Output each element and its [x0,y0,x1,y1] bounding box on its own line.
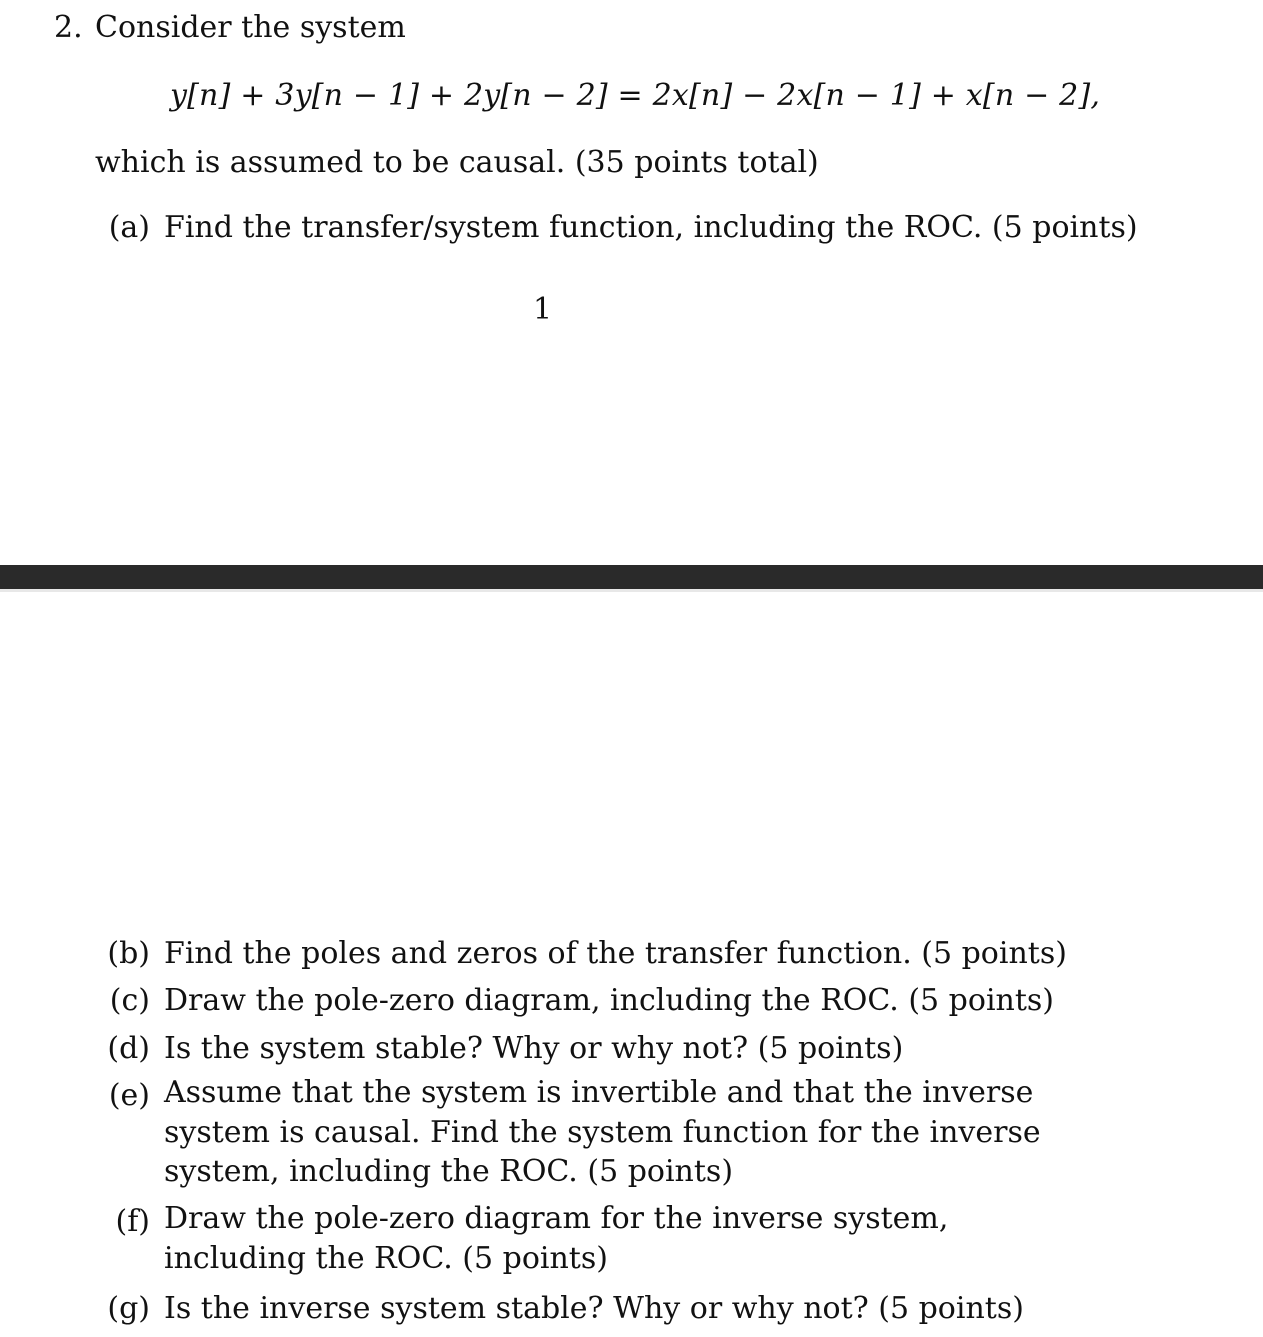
part-a-text: Find the transfer/system function, including the ROC. (5 points) [164,210,1138,245]
problem-intro: Consider the system [95,10,406,45]
part-c-text: Draw the pole-zero diagram, including the ROC. (5 points) [164,983,1055,1018]
part-b-label: (b) [107,936,150,971]
part-d-text: Is the system stable? Why or why not? (5 points) [164,1031,904,1066]
page-number: 1 [533,292,553,327]
part-c-label: (c) [109,983,150,1018]
part-g-text: Is the inverse system stable? Why or why not? (5 points) [164,1291,1024,1326]
part-e-text: Assume that the system is invertible and that the inverse system is causal. Find the system function for the inverse system, including the ROC. (5 points) [164,1075,1041,1189]
difference-equation: y[n] + 3y[n − 1] + 2y[n − 2] = 2x[n] − 2x[n − 1] + x[n − 2], [170,78,1101,113]
page-break-divider [0,565,1263,589]
part-a-label: (a) [108,210,150,245]
part-g-label: (g) [107,1291,150,1326]
part-b-text: Find the poles and zeros of the transfer function. (5 points) [164,936,1067,971]
causality-assumption: which is assumed to be causal. (35 points total) [95,145,819,180]
part-d-label: (d) [107,1031,150,1066]
page-break-shadow [0,589,1263,592]
problem-number: 2. [54,10,83,45]
part-f-text: Draw the pole-zero diagram for the inverse system, including the ROC. (5 points) [164,1201,949,1276]
part-f-label: (f) [115,1204,150,1239]
part-e-label: (e) [108,1078,150,1113]
